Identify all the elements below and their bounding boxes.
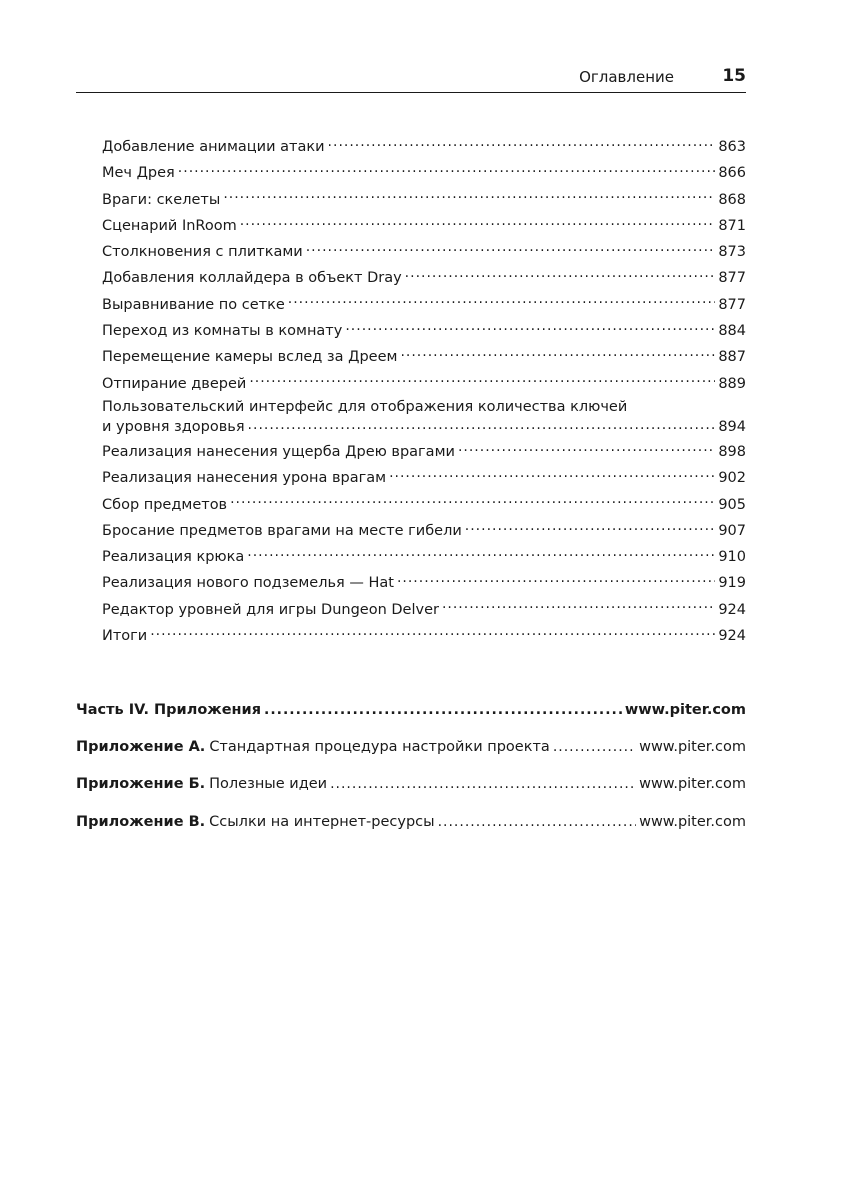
appendix-label: Приложение В. <box>76 814 206 830</box>
toc-entry-title: Редактор уровней для игры Dungeon Delver <box>102 601 439 618</box>
appendix-title: Стандартная процедура настройки проекта <box>209 739 550 755</box>
dot-leader <box>288 295 716 309</box>
toc-entry-title: Итоги <box>102 628 148 645</box>
toc-entry[interactable] <box>102 265 746 291</box>
appendix-title: Полезные идеи <box>209 776 328 792</box>
toc-entry[interactable] <box>102 187 746 213</box>
dot-leader <box>264 700 622 714</box>
toc-entry-page: 924 <box>718 601 746 618</box>
toc-entry[interactable] <box>102 544 746 570</box>
appendix-label: Приложение Б. <box>76 776 206 792</box>
dot-leader <box>330 774 636 788</box>
dot-leader <box>248 417 716 431</box>
toc-entry[interactable] <box>102 570 746 596</box>
toc-entry-title: Добавления коллайдера в объект Dray <box>102 270 402 287</box>
toc-entry-title: Переход из комнаты в комнату <box>102 323 343 340</box>
dot-leader <box>389 468 715 482</box>
toc-entry-page: 894 <box>718 418 746 435</box>
toc-entry-title: Реализация крюка <box>102 549 245 566</box>
appendix-title: Ссылки на интернет-ресурсы <box>209 814 435 830</box>
toc-entry-title: Отпирание дверей <box>102 375 247 392</box>
dot-leader <box>442 600 715 614</box>
toc-entry[interactable] <box>102 623 746 649</box>
dot-leader <box>178 163 716 177</box>
toc-appendix-entry[interactable] <box>76 774 746 792</box>
appendix-page: www.piter.com <box>639 739 746 755</box>
toc-entry-page: 877 <box>718 296 746 313</box>
toc-part-entry[interactable] <box>76 700 746 718</box>
running-header <box>76 66 746 93</box>
toc-entry[interactable] <box>102 371 746 397</box>
toc-entry-page: 924 <box>718 628 746 645</box>
toc-entry-title: Сценарий InRoom <box>102 217 237 234</box>
toc-appendix-entry[interactable] <box>76 812 746 830</box>
toc-entry-page: 873 <box>718 244 746 261</box>
dot-leader <box>240 216 716 230</box>
toc-entry-title: Добавление анимации атаки <box>102 139 325 155</box>
dot-leader <box>438 812 637 826</box>
dot-leader <box>345 321 715 335</box>
toc-entry-title-line1: Пользовательский интерфейс для отображения количества ключей <box>102 398 628 415</box>
toc-entry-title: Реализация нанесения урона врагам <box>102 470 387 487</box>
dot-leader <box>223 190 715 204</box>
dot-leader <box>400 347 715 361</box>
toc-entry-page: 907 <box>718 522 746 539</box>
dot-leader <box>306 242 716 256</box>
toc-entry-title: Перемещение камеры вслед за Дреем <box>102 349 398 366</box>
toc-entry-title: Меч Дрея <box>102 165 175 182</box>
dot-leader <box>397 573 715 587</box>
toc-entry-page: 905 <box>718 496 746 513</box>
toc-entry-title: Столкновения с плитками <box>102 244 303 261</box>
toc-entry-page: 877 <box>718 270 746 287</box>
toc-entry[interactable] <box>102 292 746 318</box>
dot-leader <box>150 626 715 640</box>
toc-entry-title: Бросание предметов врагами на месте гибели <box>102 522 462 539</box>
toc-appendix-entry[interactable] <box>76 737 746 755</box>
toc-entry-multiline[interactable] <box>102 397 746 439</box>
appendix-label: Приложение А. <box>76 739 206 755</box>
toc-entry[interactable] <box>102 213 746 239</box>
toc-entry-title: Враги: скелеты <box>102 191 221 208</box>
toc-entry-page: 889 <box>718 375 746 392</box>
dot-leader <box>458 442 715 456</box>
toc-part-title: Часть IV. Приложения <box>76 702 262 718</box>
toc-entry-title-line2: и уровня здоровья <box>102 418 245 435</box>
toc-list <box>102 134 746 649</box>
running-header-section-title: Оглавление <box>579 68 674 86</box>
toc-entry[interactable] <box>102 597 746 623</box>
toc-entry[interactable] <box>102 160 746 186</box>
dot-leader <box>465 521 716 535</box>
toc-entry[interactable] <box>102 465 746 491</box>
toc-entry-page: 887 <box>718 349 746 366</box>
toc-entry-page: 919 <box>718 575 746 592</box>
toc-entry-title: Реализация нового подземелья — Hat <box>102 575 394 592</box>
dot-leader <box>405 268 716 282</box>
toc-entry[interactable] <box>102 492 746 518</box>
toc-entry[interactable] <box>102 344 746 370</box>
appendix-page: www.piter.com <box>639 776 746 792</box>
toc-entry[interactable] <box>102 518 746 544</box>
appendix-page: www.piter.com <box>639 814 746 830</box>
toc-entry[interactable] <box>102 439 746 465</box>
toc-entry-page: 863 <box>718 139 746 155</box>
toc-entry[interactable] <box>102 318 746 344</box>
dot-leader <box>249 374 715 388</box>
toc-part-page: www.piter.com <box>624 702 746 718</box>
toc-entry[interactable] <box>102 239 746 265</box>
toc-entry-title: Реализация нанесения ущерба Дрею врагами <box>102 443 455 460</box>
dot-leader <box>230 495 715 509</box>
toc-entry-page: 910 <box>718 549 746 566</box>
toc-entry-page: 871 <box>718 217 746 234</box>
toc-entry[interactable] <box>102 134 746 160</box>
toc-entry-page: 902 <box>718 470 746 487</box>
toc-entry-page: 884 <box>718 323 746 340</box>
page-number: 15 <box>722 66 746 86</box>
toc-entry-page: 866 <box>718 165 746 182</box>
toc-entry-title: Выравнивание по сетке <box>102 296 285 313</box>
dot-leader <box>247 547 715 561</box>
toc-entry-page: 898 <box>718 443 746 460</box>
toc-entry-title: Сбор предметов <box>102 496 228 513</box>
dot-leader <box>553 737 636 751</box>
dot-leader <box>328 137 716 151</box>
toc-entry-page: 868 <box>718 191 746 208</box>
